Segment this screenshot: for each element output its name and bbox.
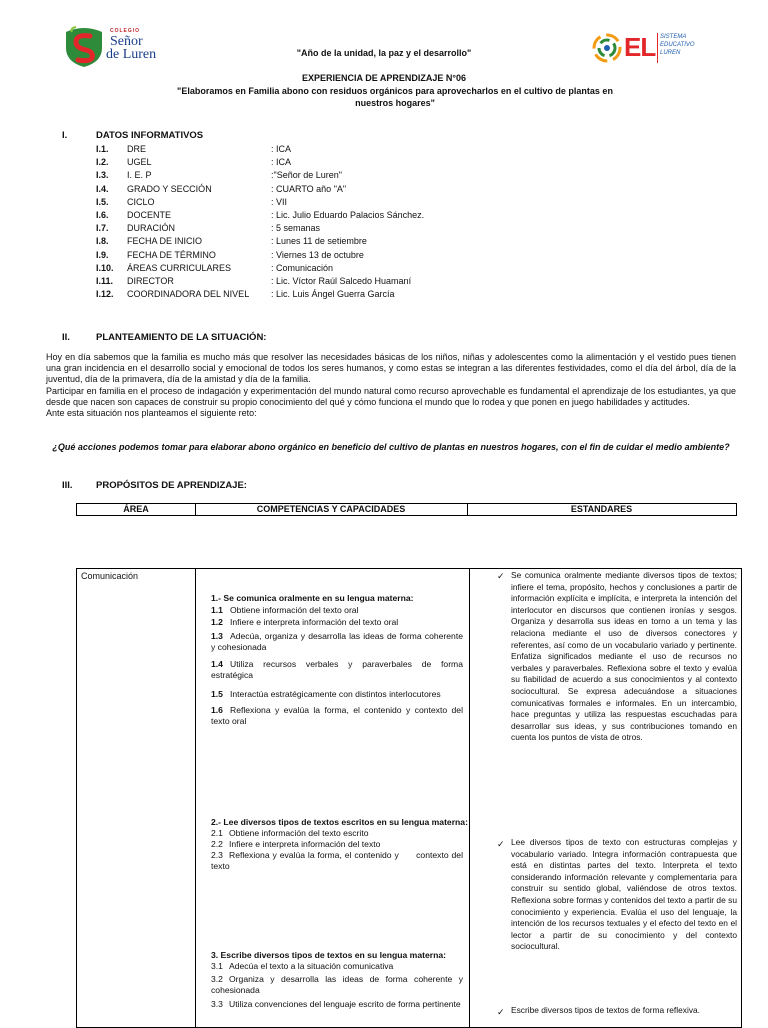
area-cell: Comunicación	[81, 571, 139, 581]
info-label: CICLO	[127, 196, 155, 207]
info-value: : Lunes 11 de setiembre	[271, 236, 367, 247]
info-label: FECHA DE INICIO	[127, 236, 203, 247]
capacity-1-1	[211, 605, 463, 616]
logo-line1: Señor	[110, 34, 143, 49]
info-value: : 5 semanas	[271, 223, 321, 234]
info-number: I.7.	[96, 223, 109, 234]
info-number: I.3.	[96, 170, 109, 181]
cap-text: Utiliza recursos verbales y paraverbales de forma estratégica	[211, 659, 463, 680]
info-row	[96, 236, 656, 248]
cap-text: Organiza y desarrolla las ideas de forma coherente y cohesionada	[211, 974, 463, 995]
cap-num: 2.1	[211, 828, 223, 838]
info-row	[96, 144, 656, 156]
info-number: I.10.	[96, 262, 114, 273]
info-value: : Lic. Víctor Raúl Salcedo Huamaní	[271, 276, 412, 286]
section2-number: II.	[62, 332, 70, 343]
info-number: I.9.	[96, 249, 109, 260]
info-row	[96, 223, 656, 235]
header-standards: ESTANDARES	[570, 504, 633, 514]
school-logo	[62, 26, 182, 68]
experience-number: EXPERIENCIA DE APRENDIZAJE N°06	[302, 73, 466, 83]
cap-num: 1.3	[211, 631, 223, 641]
section3-title: PROPÓSITOS DE APRENDIZAJE:	[96, 480, 247, 491]
purposes-header-table	[76, 503, 737, 516]
info-row	[96, 276, 656, 288]
purposes-table	[76, 568, 742, 1028]
info-number: I.11.	[96, 276, 114, 286]
standard-1: Se comunica oralmente mediante diversos tipos de textos; infiere el tema, propósito, hechos y conclusiones a partir de información explícita e implícita, e interpreta la intención del interlocutor en discursos que contienen ironías y sesgos. Organiza y desarrolla sus ideas en torno a un tema y las relaciona mediante el uso de diversos conectores y referentes, así como de un vocabulario variado y pertinente. Enfatiza significados mediante el uso de recursos no verbales y paraverbales. Reflexiona sobre el texto y evalúa su fiabilidad de acuerdo a sus conocimientos y al contexto sociocultural. Se expresa adecuándose a situaciones comunicativas formales e informales. En un intercambio, hace preguntas y utiliza las respuestas escuchadas para desarrollar sus ideas, y sus contribuciones tomando en cuenta los puntos de vista de otros.	[511, 570, 737, 743]
check-icon: ✓	[497, 839, 505, 849]
check-icon: ✓	[497, 1007, 505, 1017]
situation-p3: Ante esta situación nos planteamos el siguiente reto:	[46, 408, 257, 419]
logo-line2: de Luren	[106, 47, 157, 62]
logo-small-text: COLEGIO	[110, 28, 141, 34]
info-label: ÁREAS CURRICULARES	[127, 262, 232, 273]
info-row	[96, 250, 656, 262]
logo-luren: LUREN	[660, 50, 681, 56]
standard-2: Lee diversos tipos de texto con estructuras complejas y vocabulario variado. Integra información contrapuesta que está en distintas partes del texto. Interpreta el texto considerando información relevante y complementaria para construir su sentido global, valiéndose de otros textos. Reflexiona sobre formas y contenidos del texto a partir de su conocimiento y experiencia. Evalúa el uso del lenguaje, la intención de los recursos textuales y el efecto del texto en el lector a partir de su conocimiento y del contexto sociocultural.	[511, 837, 737, 952]
competency-1-title: 1.- Se comunica oralmente en su lengua materna:	[211, 593, 414, 603]
info-row	[96, 157, 656, 169]
info-number: I.4.	[96, 183, 109, 194]
info-number: I.2.	[96, 157, 109, 168]
cap-num: 3.2	[211, 974, 223, 984]
info-row	[96, 197, 656, 209]
info-value: : Lic. Julio Eduardo Palacios Sánchez.	[271, 210, 425, 220]
info-label: UGEL	[127, 157, 152, 168]
info-value: :"Señor de Luren"	[271, 170, 342, 181]
capacity-2-3	[211, 850, 466, 872]
cap-num: 1.6	[211, 705, 223, 715]
info-label: DOCENTE	[127, 210, 172, 220]
cap-num: 1.1	[211, 605, 223, 615]
experience-title: "Elaboramos en Familia abono con residuos orgánicos para aprovecharlos en el cultivo de plantas en nuestros hogares"	[177, 86, 613, 108]
logo-educativo: EDUCATIVO	[660, 42, 695, 48]
cap-num: 2.3	[211, 850, 223, 860]
capacity-1-4	[211, 659, 463, 681]
table-divider-2	[469, 569, 470, 1027]
cap-text: Adecúa, organiza y desarrolla las ideas de forma coherente y cohesionada	[211, 631, 463, 652]
check-icon: ✓	[497, 571, 505, 581]
capacity-1-3	[211, 631, 463, 653]
challenge-question: ¿Qué acciones podemos tomar para elaborar abono orgánico en beneficio del cultivo de plantas en nuestros hogares, con el fin de cuidar el medio ambiente?	[52, 442, 730, 452]
capacity-1-6	[211, 705, 463, 727]
competency-2-title: 2.- Lee diversos tipos de textos escritos en su lengua materna:	[211, 817, 468, 827]
situation-paragraph	[46, 352, 736, 419]
section1-title: DATOS INFORMATIVOS	[96, 130, 204, 141]
section2-title: PLANTEAMIENTO DE LA SITUACIÓN:	[96, 332, 267, 343]
info-value: : CUARTO año "A"	[271, 183, 347, 194]
info-label: DRE	[127, 144, 147, 154]
info-value: : Viernes 13 de octubre	[271, 249, 364, 260]
info-number: I.8.	[96, 236, 109, 247]
cap-text: Reflexiona y evalúa la forma, el contenido y contexto del texto oral	[211, 705, 463, 726]
cap-num: 3.3	[211, 999, 223, 1009]
cap-text: Interactúa estratégicamente con distintos interlocutores	[230, 689, 441, 699]
cap-num: 1.2	[211, 617, 223, 627]
info-value: : Lic. Luis Ángel Guerra García	[271, 289, 395, 300]
info-value: : ICA	[271, 157, 292, 168]
info-label: I. E. P	[127, 170, 152, 181]
section1-number: I.	[62, 130, 68, 141]
info-number: I.12.	[96, 289, 114, 300]
info-row	[96, 289, 656, 301]
section3-number: III.	[62, 480, 73, 491]
cap-num: 1.5	[211, 689, 223, 699]
info-label: FECHA DE TÉRMINO	[127, 249, 216, 260]
info-number: I.5.	[96, 196, 109, 207]
cap-text: Reflexiona y evalúa la forma, el contenido y contexto del texto	[211, 850, 466, 871]
info-number: I.6.	[96, 210, 109, 220]
capacity-2-1	[211, 828, 463, 839]
year-motto: "Año de la unidad, la paz y el desarrollo"	[296, 48, 472, 58]
cap-text: Utiliza convenciones del lenguaje escrito de forma pertinente	[229, 999, 461, 1009]
info-label: GRADO Y SECCIÓN	[127, 183, 212, 194]
logo-sistema: SISTEMA	[660, 34, 687, 40]
cap-text: Obtiene información del texto oral	[230, 605, 359, 615]
cap-num: 3.1	[211, 961, 223, 971]
cap-text: Obtiene información del texto escrito	[229, 828, 369, 838]
info-row	[96, 170, 656, 182]
capacity-3-2	[211, 974, 463, 996]
info-value: : Comunicación	[271, 262, 334, 273]
school-emblem-icon	[62, 26, 106, 68]
cap-text: Infiere e interpreta información del texto oral	[230, 617, 399, 627]
header-competencies: COMPETENCIAS Y CAPACIDADES	[256, 504, 406, 514]
cap-text: Adecúa el texto a la situación comunicativa	[229, 961, 394, 971]
el-brand: EL	[624, 32, 656, 62]
situation-p2: Participar en familia en el proceso de indagación y experimentación del mundo natural como recurso aprovechable es fundamental el aprendizaje de los estudiantes, ya que desde que nacen son capaces de construir su propio conocimiento del qué y cómo funciona el mundo que lo rodea y que ponen en juego habilidades y actitudes.	[46, 385, 736, 407]
info-value: : ICA	[271, 144, 292, 154]
info-number: I.1.	[96, 144, 109, 154]
info-row	[96, 263, 656, 275]
info-label: COORDINADORA DEL NIVEL	[127, 289, 250, 300]
cap-num: 2.2	[211, 839, 223, 849]
capacity-1-5	[211, 689, 463, 700]
info-label: DIRECTOR	[127, 276, 174, 286]
capacity-2-2	[211, 839, 463, 850]
capacity-3-3	[211, 999, 463, 1010]
info-value: : VII	[271, 196, 288, 207]
standard-3: Escribe diversos tipos de textos de forma reflexiva.	[511, 1005, 700, 1015]
info-row	[96, 210, 656, 222]
cap-text: Infiere e interpreta información del texto	[229, 839, 381, 849]
info-row	[96, 184, 656, 196]
table-divider-1	[195, 569, 196, 1027]
cap-num: 1.4	[211, 659, 223, 669]
capacity-3-1	[211, 961, 463, 972]
situation-p1: Hoy en día sabemos que la familia es mucho más que resolver las necesidades básicas de los niños, niñas y adolescentes como la alimentación y el vestido pues tienen una gran incidencia en el desarrollo social y emocional de todos los seres humanos, y como estas se integran a las diferentes festividades, como el día del árbol, día de la juventud, día de la primavera, día de la amistad y día de la familia.	[46, 352, 736, 385]
header-area: ÁREA	[123, 504, 149, 514]
info-label: DURACIÓN	[127, 223, 176, 234]
capacity-1-2	[211, 617, 463, 628]
competency-3-title: 3. Escribe diversos tipos de textos en su lengua materna:	[211, 950, 446, 960]
